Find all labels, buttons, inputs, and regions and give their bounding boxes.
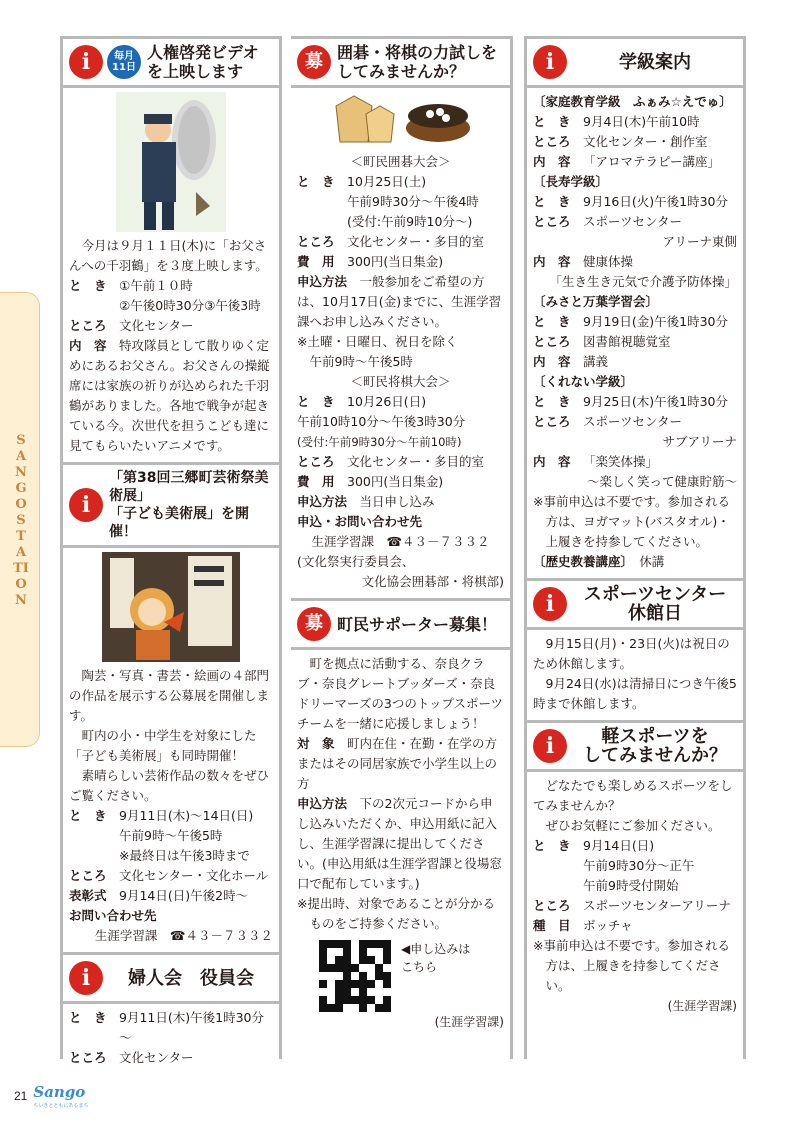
video-intro: 今月は９月１１日(木)に「お父さんへの千羽鶴」を３度上映します。	[69, 238, 268, 273]
section-title-line1: 軽スポーツを	[601, 726, 709, 747]
column-1	[60, 36, 282, 1065]
when-value: 9月11日(木)午後1時30分～	[119, 1010, 264, 1045]
contact-label: お問い合わせ先	[69, 908, 157, 923]
when-label: と き	[69, 278, 107, 293]
content-label: 内 容	[69, 338, 107, 353]
contact-value: 生涯学習課 ☎４３－７３３２	[311, 534, 490, 549]
apply-value: 当日申し込み	[359, 494, 435, 509]
page-number: 21	[14, 1088, 28, 1103]
section-header-art	[63, 462, 279, 548]
when-value-1: 10月26日(日)	[347, 394, 427, 409]
fee-value: 300円(当日集金)	[347, 474, 444, 489]
section-title-line1: スポーツセンター	[583, 584, 727, 605]
section-title: 学級案内	[619, 51, 691, 73]
recruit-icon: 募	[297, 607, 331, 641]
sidebar-tab	[0, 292, 40, 747]
fee-value: 300円(当日集金)	[347, 254, 444, 269]
when-label: と き	[533, 394, 571, 409]
column-3	[524, 36, 746, 1059]
when-label: と き	[533, 114, 571, 129]
content-label: 内 容	[533, 254, 571, 269]
when-value-3: ※最終日は午後3時まで	[119, 848, 250, 863]
source-note: (生涯学習課)	[667, 999, 737, 1013]
sango-logo: Sango ちいきとともにあるまち	[33, 1083, 89, 1109]
section-header-video	[63, 36, 279, 88]
event-value: ボッチャ	[583, 918, 633, 933]
content-text: 特攻隊員として散りゆく定めにあるお父さん。お父さんの操縦席には家族の祈りが込められた千羽鶴がありました。各地で戦争が起きている今。次世代を担うこども達に見てもらいたいアニメです。	[69, 338, 270, 453]
section-header-go-shogi	[291, 36, 510, 88]
content-value-2: 「生き生き元気で介護予防体操」	[549, 274, 737, 289]
info-icon: i	[533, 729, 567, 763]
content-label: 内 容	[533, 154, 571, 169]
where-value: 文化センター	[119, 318, 194, 333]
class-e-value: 休講	[639, 554, 665, 569]
qr-label: ◀申し込みは こちら	[401, 942, 483, 974]
when-label: と き	[297, 174, 335, 189]
when-value-2: 午前9時30分～午後4時	[347, 194, 479, 209]
fee-label: 費 用	[297, 254, 335, 269]
when-value-2: ②午後0時30分③午後3時	[119, 298, 261, 313]
when-value: 9月16日(火)午後1時30分	[583, 194, 728, 209]
art-p3: 素晴らしい芸術作品の数々をぜひご覧ください。	[69, 768, 270, 803]
where-label: ところ	[297, 234, 335, 249]
apply-label: 申込方法	[297, 274, 348, 289]
section-title: 婦人会 役員会	[128, 967, 254, 989]
where-label: ところ	[297, 454, 335, 469]
section-header-classes	[527, 36, 743, 88]
when-label: と き	[297, 394, 335, 409]
class-d-note: ※事前申込は不要です。参加される方は、ヨガマット(バスタオル)・上履きを持参してください。	[533, 494, 730, 549]
where-label: ところ	[533, 898, 571, 913]
where-label: ところ	[533, 214, 571, 229]
award-value: 9月14日(日)午後2時～	[119, 888, 249, 903]
art-p1: 陶芸・写真・書芸・絵画の４部門の作品を展示する公募展を開催します。	[69, 668, 270, 723]
info-icon: i	[533, 45, 567, 79]
class-c-heading: 〔みさと万葉学習会〕	[533, 294, 659, 309]
where-value: 文化センター・多目的室	[347, 454, 485, 469]
section-header-light-sports	[527, 720, 743, 772]
class-b-heading: 〔長寿学級〕	[533, 174, 609, 189]
apply-label: 申込方法	[297, 494, 348, 509]
video-illustration	[69, 92, 273, 232]
section-header-supporter	[291, 598, 510, 650]
when-value: 9月25日(木)午後1時30分	[583, 394, 728, 409]
info-icon: i	[69, 45, 103, 79]
content-value: 「楽笑体操」	[583, 454, 659, 469]
art-p2: 町内の小・中学生を対象にした「子ども美術展」も同時開催！	[69, 728, 257, 763]
section-title-line2: 「子ども美術展」を開催！	[109, 506, 249, 540]
section-title-line2: 休館日	[628, 603, 682, 624]
contact-value: 生涯学習課 ☎４３－７３３２	[94, 928, 273, 943]
when-label: と き	[533, 314, 571, 329]
content-value: 講義	[583, 354, 609, 369]
when-value-2: 午前9時～午後5時	[119, 828, 223, 843]
organizer-2: 文化協会囲碁部・将棋部)	[361, 574, 504, 589]
note-2: 午前9時～午後5時	[309, 354, 413, 369]
contact-label: 申込・お問い合わせ先	[297, 514, 423, 529]
when-value: 9月19日(金)午後1時30分	[583, 314, 728, 329]
fee-label: 費 用	[297, 474, 335, 489]
apply-value: 下の2次元コードから申し込みいただくか、申込用紙に記入し、生涯学習課に提出してください。(申込用紙は生涯学習課と役場窓口で配布しています。)	[297, 796, 502, 891]
when-value-2: 午前10時10分～午後3時30分	[297, 414, 466, 429]
art-exhibit-photo	[69, 552, 273, 662]
class-e-heading: 〔歴史教養講座〕	[533, 554, 627, 569]
where-label: ところ	[69, 868, 107, 883]
content-label: 内 容	[533, 354, 571, 369]
where-value: 文化センター・創作室	[583, 134, 708, 149]
section-title: 人権啓発ビデオを上映します	[147, 43, 259, 81]
when-value: 9月4日(木)午前10時	[583, 114, 700, 129]
content-label: 内 容	[533, 454, 571, 469]
where-label: ところ	[69, 318, 107, 333]
where-value-2: サブアリーナ	[662, 434, 737, 449]
section-title: 囲碁・将棋の力試しをしてみませんか？	[337, 43, 498, 81]
when-value-1: 10月25日(土)	[347, 174, 427, 189]
organizer-1: (文化祭実行委員会、	[297, 554, 415, 569]
supporter-note: ※提出時、対象であることが分かるものをご持参ください。	[297, 896, 495, 931]
qr-code[interactable]	[319, 940, 391, 1012]
sports-p1: どなたでも楽しめるスポーツをしてみませんか？	[533, 778, 733, 813]
shogi-heading: ＜町民将棋大会＞	[350, 374, 451, 389]
content-value: 「アロマテラピー講座」	[583, 154, 721, 169]
event-label: 種 目	[533, 918, 571, 933]
when-value-3: 午前9時受付開始	[583, 878, 679, 893]
where-value: スポーツセンター	[583, 214, 683, 229]
target-value: 町内在住・在勤・在学の方またはその同居家族で小学生以上の方	[297, 736, 498, 791]
where-value: スポーツセンターアリーナ	[583, 898, 731, 913]
section-title-line1: 「第38回三郷町芸術祭美術展」	[109, 470, 269, 504]
when-label: と き	[533, 838, 571, 853]
when-value-2: 午前9時30分～正午	[583, 858, 695, 873]
info-icon: i	[69, 488, 103, 522]
when-label: と き	[533, 194, 571, 209]
content-value: 健康体操	[583, 254, 634, 269]
where-value: 文化センター・文化ホール	[119, 868, 269, 883]
when-value-1: 9月11日(木)～14日(日)	[119, 808, 254, 823]
column-2	[291, 36, 513, 1059]
where-value-2: アリーナ東側	[662, 234, 737, 249]
target-label: 対 象	[297, 736, 335, 751]
where-label: ところ	[533, 134, 571, 149]
supporter-p1: 町を拠点に活動する、奈良クラブ・奈良グレートブッダーズ・奈良ドリーマーズの3つのトップスポーツチームを一緒に応援しましょう！	[297, 656, 503, 731]
where-label: ところ	[533, 414, 571, 429]
class-d-heading: 〔くれない学級〕	[533, 374, 634, 389]
sports-p2: ぜひお気軽にご参加ください。	[545, 818, 721, 833]
when-label: と き	[69, 808, 107, 823]
info-icon: i	[69, 961, 103, 995]
note-1: ※土曜・日曜日、祝日を除く	[297, 334, 458, 349]
when-value-3: (受付:午前9時30分～午前10時)	[297, 435, 462, 449]
where-value: 文化センター・多目的室	[347, 234, 485, 249]
where-value: スポーツセンター	[583, 414, 683, 429]
recruit-icon: 募	[297, 45, 331, 79]
content-value-2: ～楽しく笑って健康貯筋～	[586, 474, 737, 489]
info-icon: i	[533, 587, 567, 621]
source-note: (生涯学習課)	[434, 1015, 504, 1029]
apply-label: 申込方法	[297, 796, 348, 811]
class-a-heading: 〔家庭教育学級 ふぁみ☆えでゅ〕	[533, 94, 732, 109]
closed-p2: 9月24日(水)は清掃日につき午後5時まで休館します。	[533, 676, 737, 711]
section-title-line2: してみませんか？	[583, 745, 727, 766]
section-title: 町民サポーター募集！	[337, 614, 498, 634]
section-header-closed	[527, 578, 743, 630]
sports-note: ※事前申込は不要です。参加される方は、上履きを持参してください。	[533, 938, 730, 993]
page-footer	[14, 1082, 88, 1109]
when-value-1: ①午前１０時	[119, 278, 193, 293]
closed-p1: 9月15日(月)・23日(火)は祝日のため休館します。	[533, 636, 730, 671]
when-value-1: 9月14日(日)	[583, 838, 655, 853]
apply-value: 一般参加をご希望の方は、10月17日(金)までに、生涯学習課へお申し込みください。	[297, 274, 502, 329]
go-heading: ＜町民囲碁大会＞	[350, 154, 451, 169]
section-header-womens	[63, 952, 279, 1004]
when-value-3: (受付:午前9時10分～)	[347, 214, 473, 229]
go-shogi-illustration	[297, 92, 504, 148]
where-value: 文化センター	[119, 1050, 194, 1065]
when-label: と き	[69, 1010, 107, 1025]
where-label: ところ	[69, 1050, 107, 1065]
award-label: 表彰式	[69, 888, 107, 903]
sidebar-title: SANGO STATION	[13, 433, 29, 608]
where-value: 図書館視聴覚室	[583, 334, 671, 349]
where-label: ところ	[533, 334, 571, 349]
monthly-11th-badge: 毎月 11日	[107, 45, 141, 79]
